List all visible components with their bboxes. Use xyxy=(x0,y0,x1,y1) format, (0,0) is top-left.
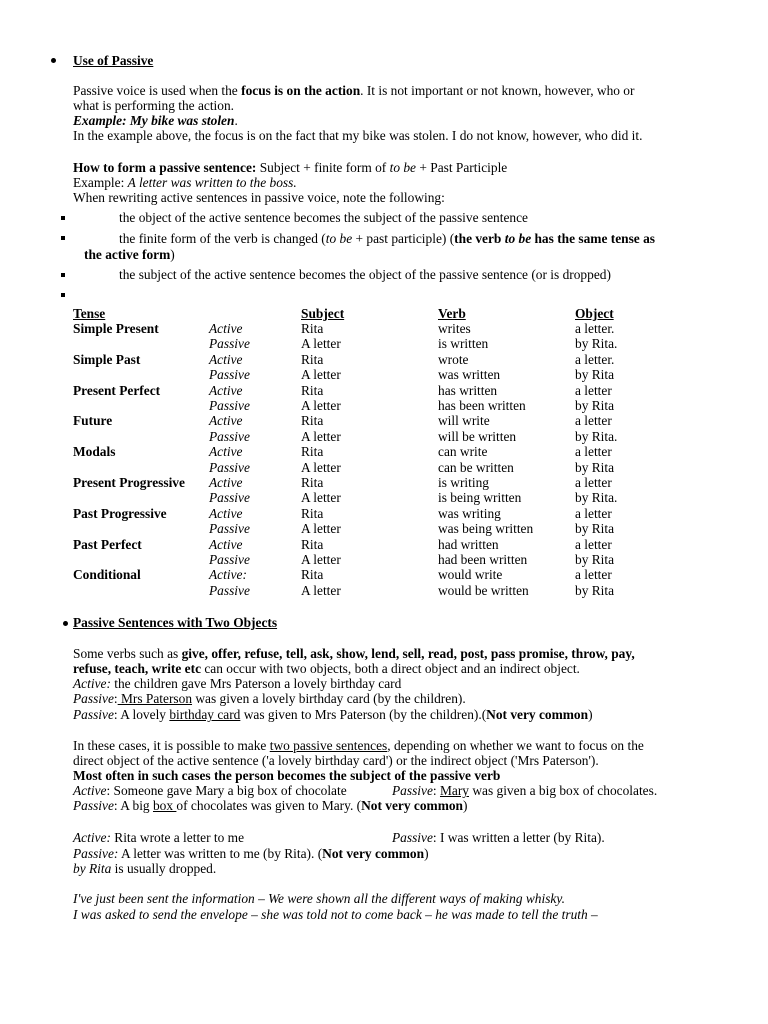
table-cell-verb: has been written xyxy=(438,398,526,413)
table-cell-subject: A letter xyxy=(301,367,341,383)
table-header-object: Object xyxy=(575,306,614,321)
table-cell-verb: will write xyxy=(438,413,490,429)
table-cell-tense: Conditional xyxy=(73,567,141,583)
table-cell-object: a letter xyxy=(575,444,612,460)
table-cell-object: by Rita. xyxy=(575,490,618,506)
example-passive: Passive: Mrs Paterson was given a lovely birthday card (by the children). xyxy=(73,691,466,706)
table-cell-object: by Rita xyxy=(575,367,615,383)
table-cell-verb: was being written xyxy=(438,521,534,537)
table-cell-verb: has written xyxy=(438,382,498,398)
table-cell-object: a letter. xyxy=(575,351,615,367)
table-cell-voice: Active xyxy=(209,382,243,398)
table-cell-voice: Passive xyxy=(209,582,250,598)
paragraph-line: When rewriting active sentences in passive voice, note the following: xyxy=(73,190,445,205)
table-cell-subject: A letter xyxy=(301,552,341,567)
table-cell-subject: A letter xyxy=(301,490,341,506)
table-cell-tense: Past Perfect xyxy=(73,536,142,552)
table-cell-object: by Rita xyxy=(575,398,615,413)
table-cell-subject: Rita xyxy=(301,567,324,583)
table-cell-voice: Passive xyxy=(209,521,250,537)
table-cell-subject: A letter xyxy=(301,521,341,537)
paragraph: In these cases, it is possible to make two passive sentences, depending on whether we want to focus on the xyxy=(73,738,644,753)
table-cell-voice: Active: xyxy=(209,567,247,583)
rule-item: the subject of the active sentence becomes the object of the passive sentence (or is dropped) xyxy=(119,267,611,282)
table-cell-subject: Rita xyxy=(301,475,324,490)
table-cell-voice: Passive xyxy=(209,336,250,352)
example-active: Active: Rita wrote a letter to me xyxy=(73,830,245,845)
table-cell-subject: Rita xyxy=(301,382,324,398)
example-passive: Passive: I was written a letter (by Rita). xyxy=(392,830,605,845)
table-cell-voice: Active xyxy=(209,505,243,521)
paragraph-line: refuse, teach, write etc can occur with two objects, both a direct object and an indirect object. xyxy=(73,661,580,676)
paragraph-line: by Rita is usually dropped. xyxy=(73,861,217,876)
table-cell-object: a letter xyxy=(575,567,612,583)
table-cell-tense: Future xyxy=(73,413,113,429)
paragraph-bold-line: Most often in such cases the person becomes the subject of the passive verb xyxy=(73,768,501,783)
table-cell-verb: will be written xyxy=(438,428,517,444)
table-cell-verb: can be written xyxy=(438,459,514,475)
bullet-dot xyxy=(63,621,68,626)
table-cell-tense: Past Progressive xyxy=(73,505,167,521)
table-cell-object: a letter xyxy=(575,413,612,429)
example-line: Example: My bike was stolen. xyxy=(73,113,238,128)
example-line: Example: A letter was written to the boss. xyxy=(73,175,297,190)
table-cell-verb: is being written xyxy=(438,490,522,506)
table-cell-voice: Active xyxy=(209,444,243,460)
table-cell-voice: Active xyxy=(209,413,243,429)
paragraph-line: In the example above, the focus is on the fact that my bike was stolen. I do not know, however, who did it. xyxy=(73,128,643,143)
example-sentences: I was asked to send the envelope – she was told not to come back – he was made to tell the truth – xyxy=(73,907,598,922)
table-cell-voice: Passive xyxy=(209,428,250,444)
paragraph-line: what is performing the action. xyxy=(73,98,235,113)
example-passive: Passive: A letter was written to me (by Rita). (Not very common) xyxy=(73,846,429,861)
table-cell-object: by Rita xyxy=(575,582,615,598)
bullet-square xyxy=(61,236,65,240)
table-cell-verb: had written xyxy=(438,536,499,552)
section-heading-two-objects: Passive Sentences with Two Objects xyxy=(73,615,278,630)
table-cell-voice: Passive xyxy=(209,367,250,383)
example-passive: Passive: A lovely birthday card was given to Mrs Paterson (by the children).(Not very common) xyxy=(73,707,593,722)
table-cell-object: a letter xyxy=(575,475,612,490)
table-header-subject: Subject xyxy=(301,306,345,321)
table-cell-verb: is writing xyxy=(438,475,489,490)
table-cell-object: by Rita xyxy=(575,521,615,537)
table-cell-object: a letter xyxy=(575,536,612,552)
table-cell-verb: writes xyxy=(438,321,471,336)
table-cell-object: a letter. xyxy=(575,321,615,336)
table-cell-voice: Passive xyxy=(209,490,250,506)
bullet-square xyxy=(61,293,65,297)
table-cell-verb: can write xyxy=(438,444,488,460)
table-cell-object: by Rita xyxy=(575,552,615,567)
table-cell-verb: would write xyxy=(438,567,503,583)
table-cell-verb: is written xyxy=(438,336,489,352)
example-active: Active: Someone gave Mary a big box of chocolate xyxy=(73,783,347,798)
table-cell-tense: Modals xyxy=(73,444,116,460)
paragraph: Passive voice is used when the focus is on the action. It is not important or not known, however, who or xyxy=(73,83,635,98)
paragraph-line: direct object of the active sentence ('a lovely birthday card') or the indirect object ('Mrs Paterson'). xyxy=(73,753,599,768)
paragraph: Some verbs such as give, offer, refuse, tell, ask, show, lend, sell, read, post, pass promise, throw, pay, xyxy=(73,646,635,661)
table-cell-verb: was writing xyxy=(438,505,501,521)
table-cell-subject: A letter xyxy=(301,582,341,598)
table-cell-subject: A letter xyxy=(301,398,341,413)
table-cell-voice: Active xyxy=(209,475,243,490)
table-cell-tense: Simple Present xyxy=(73,321,159,336)
example-sentences: I've just been sent the information – We were shown all the different ways of making whisky. xyxy=(73,891,565,906)
example-active: Active: the children gave Mrs Paterson a lovely birthday card xyxy=(73,676,402,691)
table-cell-verb: was written xyxy=(438,367,501,383)
table-cell-verb: would be written xyxy=(438,582,529,598)
rule-item: the object of the active sentence becomes the subject of the passive sentence xyxy=(119,210,528,225)
table-cell-tense: Present Progressive xyxy=(73,475,185,490)
table-cell-tense: Simple Past xyxy=(73,351,141,367)
table-cell-subject: Rita xyxy=(301,413,324,429)
table-cell-voice: Passive xyxy=(209,459,250,475)
table-cell-voice: Active xyxy=(209,321,243,336)
table-cell-subject: Rita xyxy=(301,321,324,336)
table-cell-object: a letter xyxy=(575,505,612,521)
bullet-square xyxy=(61,273,65,277)
table-cell-subject: Rita xyxy=(301,444,324,460)
table-cell-object: by Rita. xyxy=(575,336,618,352)
table-cell-subject: A letter xyxy=(301,459,341,475)
table-cell-tense: Present Perfect xyxy=(73,382,161,398)
rule-item-line: the active form) xyxy=(84,247,175,262)
bullet-dot xyxy=(51,58,56,63)
example-passive: Passive: Mary was given a big box of chocolates. xyxy=(392,783,658,798)
how-to-form-line: How to form a passive sentence: Subject + finite form of to be + Past Participle xyxy=(73,160,508,175)
table-header-tense: Tense xyxy=(73,306,106,321)
table-cell-voice: Active xyxy=(209,536,243,552)
table-cell-verb: wrote xyxy=(438,351,469,367)
table-cell-subject: A letter xyxy=(301,428,341,444)
example-passive: Passive: A big box of chocolates was given to Mary. (Not very common) xyxy=(73,798,468,813)
table-cell-object: by Rita xyxy=(575,459,615,475)
table-cell-object: a letter xyxy=(575,382,612,398)
table-cell-subject: Rita xyxy=(301,351,324,367)
table-header-verb: Verb xyxy=(438,306,466,321)
table-cell-voice: Passive xyxy=(209,552,250,567)
table-cell-verb: had been written xyxy=(438,552,528,567)
table-cell-voice: Passive xyxy=(209,398,250,413)
table-cell-voice: Active xyxy=(209,351,243,367)
section-heading-use-of-passive: Use of Passive xyxy=(73,53,154,68)
bullet-square xyxy=(61,216,65,220)
table-cell-subject: Rita xyxy=(301,536,324,552)
table-cell-subject: Rita xyxy=(301,505,324,521)
table-cell-subject: A letter xyxy=(301,336,341,352)
table-cell-object: by Rita. xyxy=(575,428,618,444)
rule-item: the finite form of the verb is changed (to be + past participle) (the verb to be has the same tense as xyxy=(119,231,655,246)
